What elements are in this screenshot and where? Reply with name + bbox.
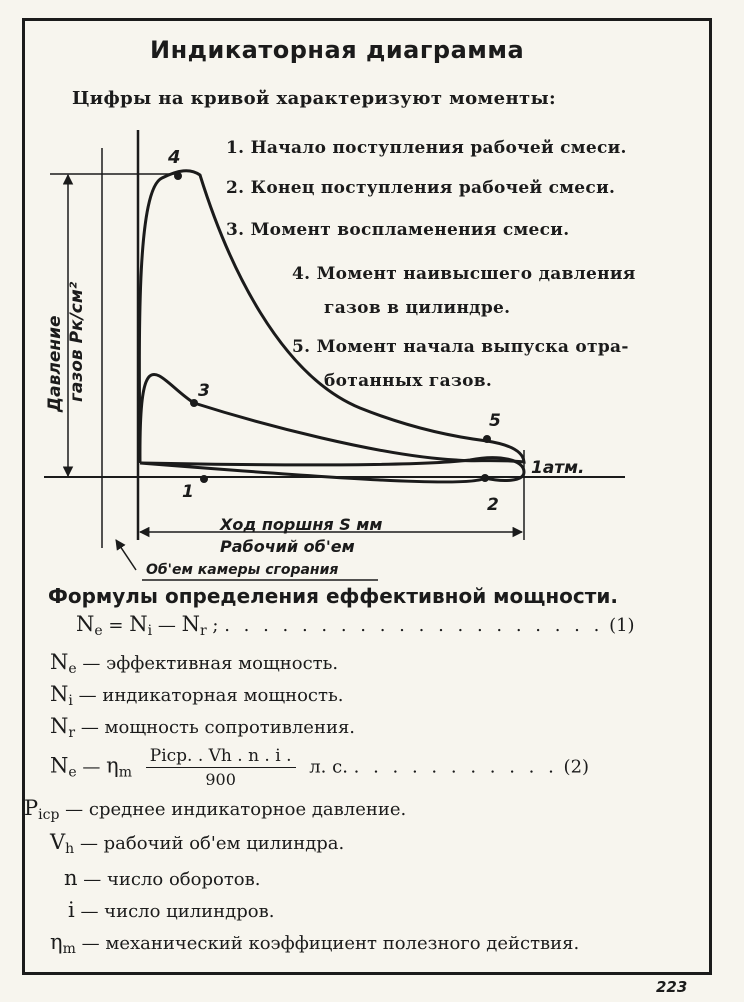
moment-item-1: 1. Начало поступления рабочей смеси. (226, 138, 627, 158)
y-axis-label-2: газов Рк/см² (67, 281, 87, 402)
definition-eta: $\eta_m$ — механический коэффициент полезного действия. (50, 930, 580, 957)
chamber-leader-arrow (116, 540, 136, 570)
point-4-marker (174, 172, 182, 180)
formula-1: $N_e = N_i$ — $N_r$ ; . . . . . . . . . . . . . . . . . . . . (1) (76, 612, 635, 639)
moment-item-3: 3. Момент воспламенения смеси. (226, 220, 570, 240)
point-5-marker (483, 435, 491, 443)
moment-item-5: 5. Момент начала выпуска отра- (292, 337, 629, 357)
point-1-marker (200, 475, 208, 483)
stroke-label: Ход поршня S мм (220, 515, 383, 534)
formula-2: $N_e$ — $\eta_m$ $\frac{\text{Picp. . Vh . n . i .}}{900}$ л. с. . . . . . . . . . . . (2) (50, 746, 590, 789)
definition-nr: $N_r$ — мощность сопротивления. (50, 714, 356, 741)
moment-item-4-cont: газов в цилиндре. (324, 298, 511, 318)
moment-item-2: 2. Конец поступления рабочей смеси. (226, 178, 616, 198)
page-number: 223 (656, 978, 688, 996)
chamber-volume-label: Об'ем камеры сгорания (146, 562, 339, 578)
fraction-numerator: Picp. . Vh . n . i . (146, 746, 296, 768)
moment-item-5-cont: ботанных газов. (324, 371, 493, 391)
point-5-label: 5 (489, 411, 501, 431)
working-volume-label: Рабочий об'ем (220, 537, 355, 556)
definition-ni: $N_i$ — индикаторная мощность. (50, 682, 344, 709)
point-3-label: 3 (198, 381, 210, 401)
power-fraction (146, 746, 296, 789)
point-4-label: 4 (168, 147, 181, 168)
intro-text: Цифры на кривой характеризуют моменты: (72, 88, 557, 109)
definition-ne: $N_e$ — эффективная мощность. (50, 650, 339, 677)
point-2-marker (481, 474, 489, 482)
page-title: Индикаторная диаграмма (150, 36, 525, 64)
y-axis-label-1: Давление (45, 315, 65, 412)
formulas-section-title: Формулы определения еффективной мощности. (48, 584, 618, 608)
definition-n: n — число оборотов. (64, 866, 261, 890)
atm-label: 1атм. (531, 458, 585, 478)
point-2-label: 2 (487, 495, 499, 515)
indicator-curve (139, 171, 524, 463)
definition-vh: $V_h$ — рабочий об'ем цилиндра. (50, 830, 345, 857)
definition-picp: $P_{icp}$ — среднее индикаторное давление. (24, 796, 407, 823)
point-1-label: 1 (182, 482, 194, 502)
definition-i: i — число цилиндров. (68, 898, 275, 922)
moment-item-4: 4. Момент наивысшего давления (292, 264, 636, 284)
point-3-marker (190, 399, 198, 407)
fraction-denominator: 900 (205, 770, 236, 789)
